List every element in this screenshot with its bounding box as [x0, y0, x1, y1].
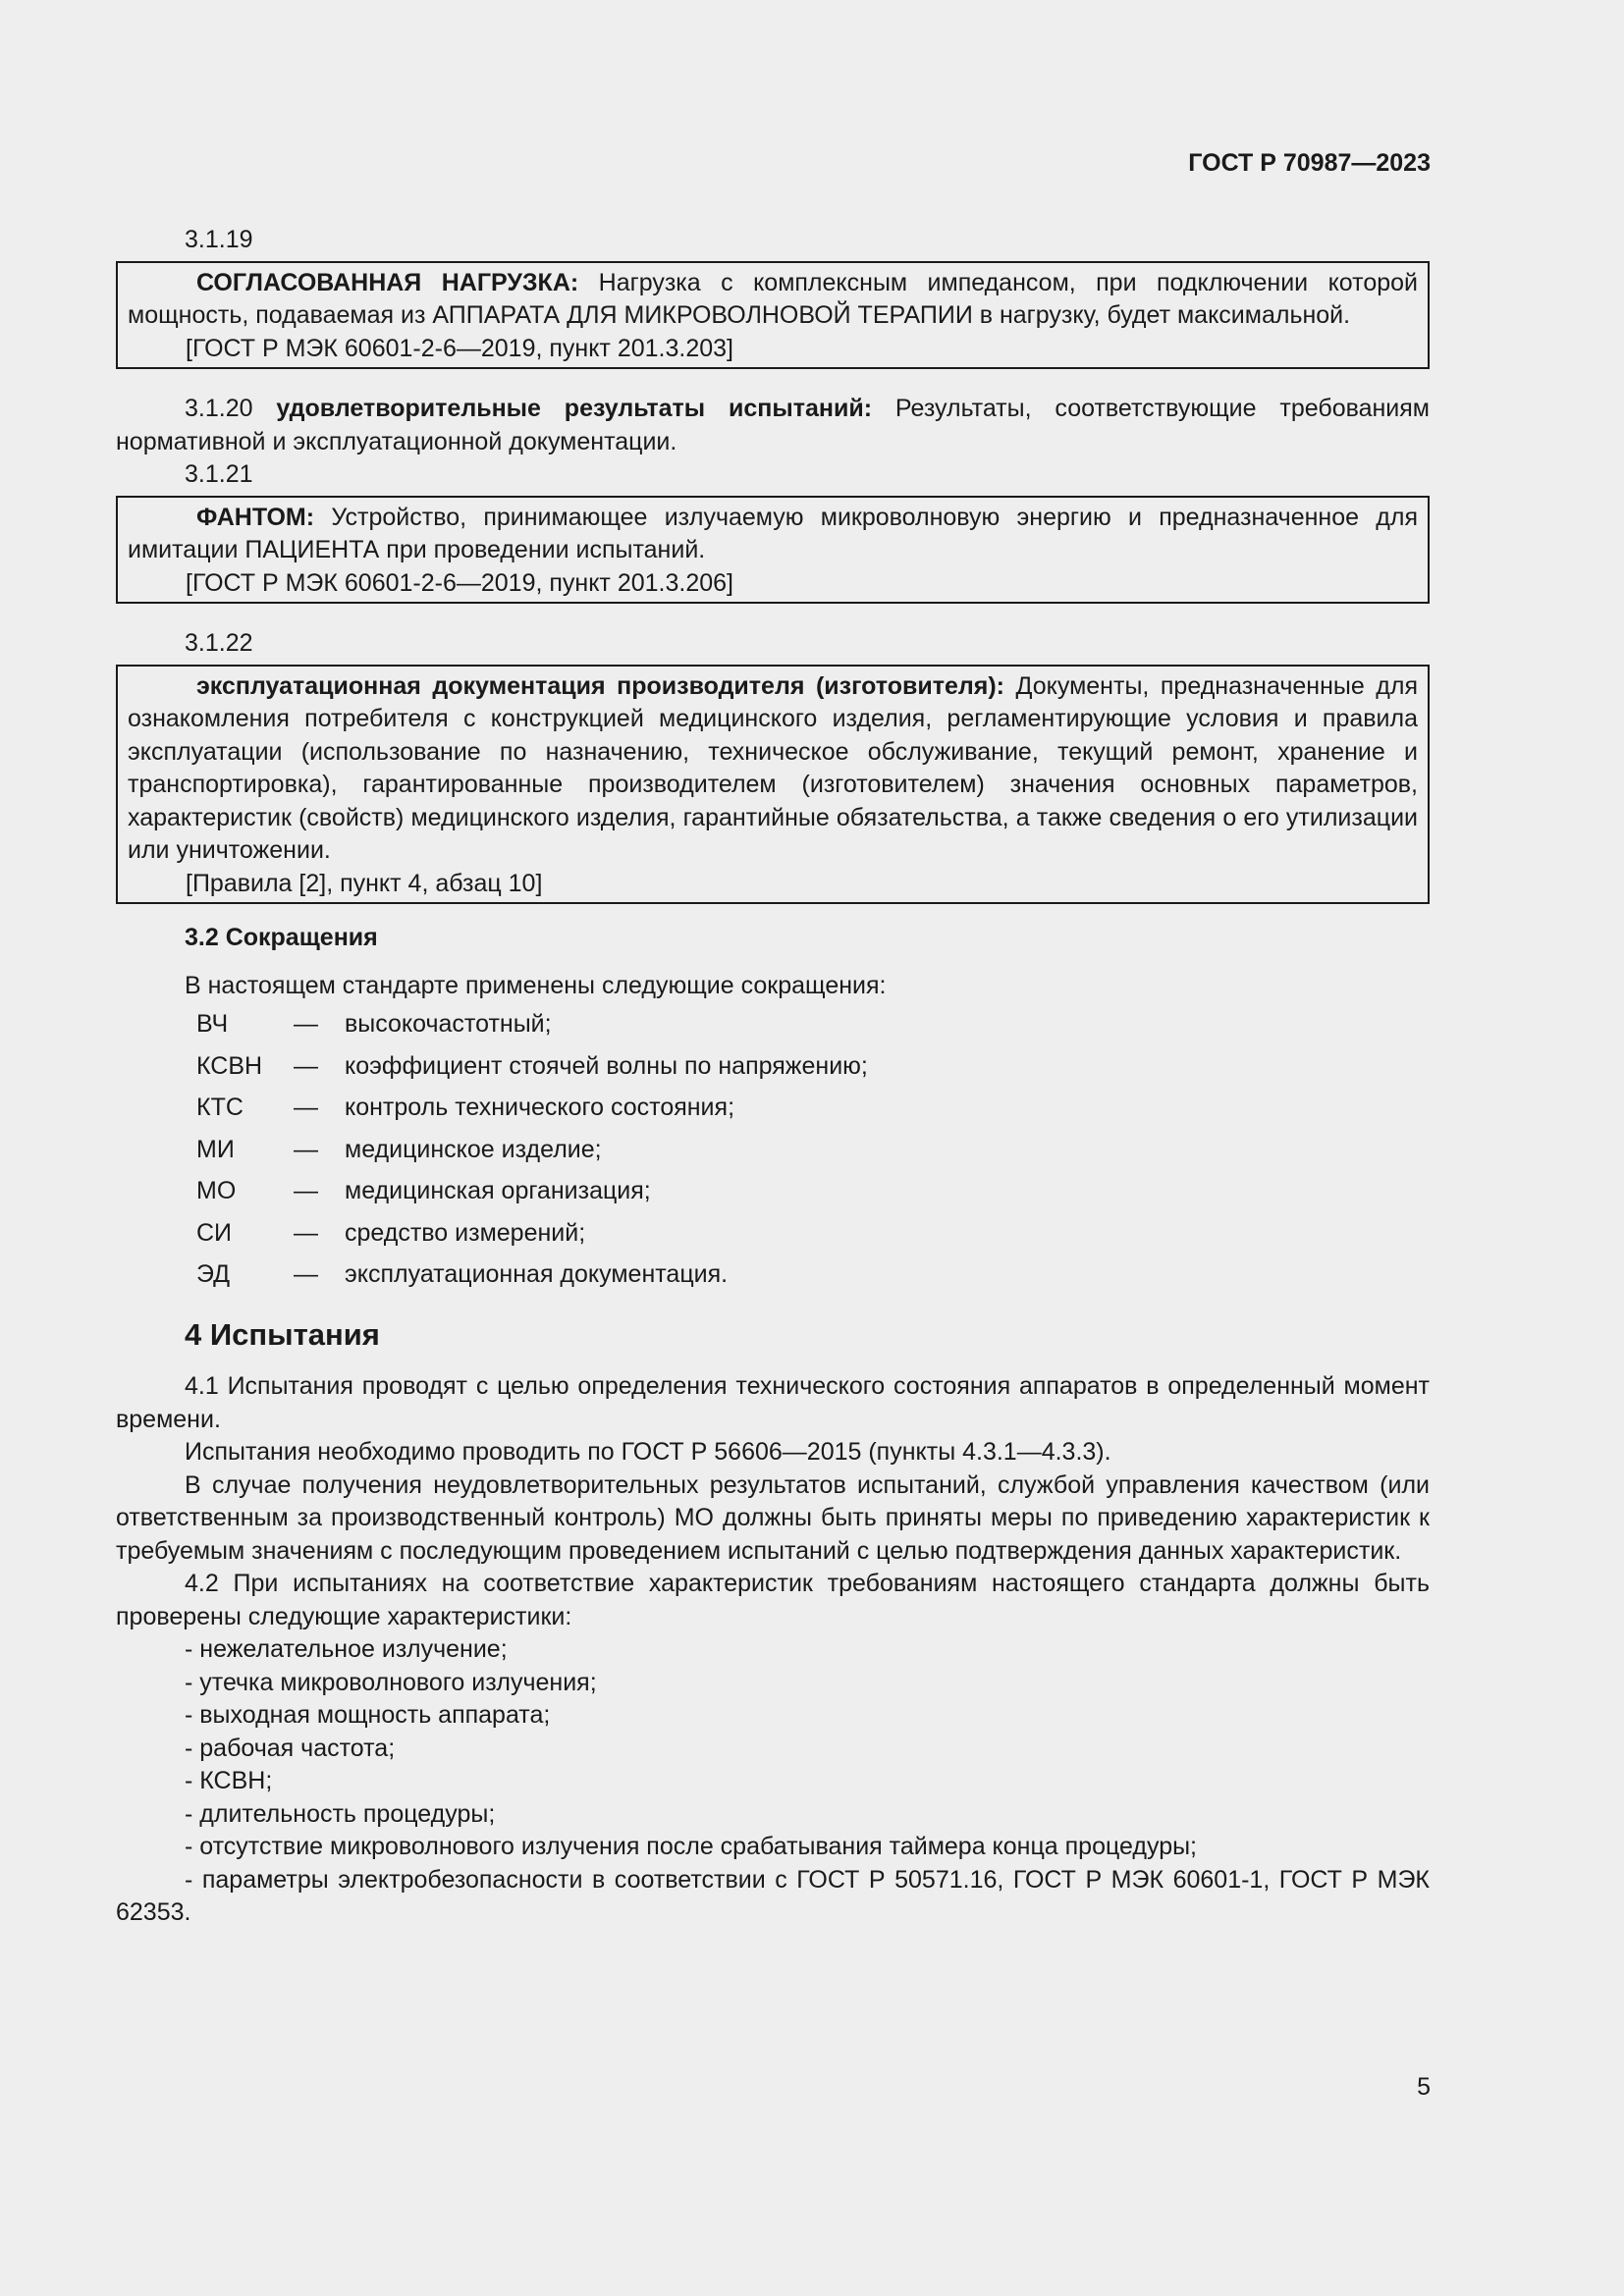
abbreviation-dash: —: [294, 1010, 318, 1038]
abbreviation-text: эксплуатационная документация.: [345, 1260, 729, 1288]
paragraph-4-2: 4.2 При испытаниях на соответствие характеристик требованиям настоящего стандарта должны быть проверены следующие характеристики:: [116, 1570, 1430, 1630]
paragraph-4-1-method: Испытания необходимо проводить по ГОСТ Р 56606—2015 (пункты 4.3.1—4.3.3).: [185, 1438, 1111, 1466]
list-item: - утечка микроволнового излучения;: [185, 1668, 597, 1696]
term-title: эксплуатационная документация производителя (изготовителя):: [196, 671, 1004, 700]
abbreviation-item: [116, 1050, 1430, 1093]
list-item: - нежелательное излучение;: [185, 1635, 508, 1663]
term-box-3-1-21: [116, 496, 1430, 605]
abbreviation-code: КСВН: [196, 1051, 263, 1080]
abbreviation-text: высокочастотный;: [345, 1010, 552, 1038]
abbreviation-text: средство измерений;: [345, 1218, 586, 1247]
abbreviation-item: [116, 1217, 1430, 1259]
abbreviation-dash: —: [294, 1177, 318, 1204]
page-number: 5: [1417, 2073, 1431, 2101]
standard-header: ГОСТ Р 70987—2023: [1188, 149, 1431, 177]
abbreviations-list: [116, 1008, 1430, 1301]
term-text: Результаты, соответствующие требованиям нормативной и эксплуатационной документации.: [116, 395, 1430, 455]
abbreviation-dash: —: [294, 1135, 318, 1163]
term-source: [ГОСТ Р МЭК 60601-2-6—2019, пункт 201.3.206]: [186, 568, 733, 597]
term-number-3-1-22: 3.1.22: [185, 629, 253, 657]
page-content: [116, 224, 1430, 1930]
term-box-3-1-19: [116, 261, 1430, 370]
section-heading-4: 4 Испытания: [185, 1316, 380, 1352]
list-item: - КСВН;: [185, 1767, 273, 1794]
abbreviation-item: [116, 1134, 1430, 1176]
abbreviation-text: медицинская организация;: [345, 1177, 651, 1204]
term-title: ФАНТОМ:: [196, 503, 315, 531]
term-definition-3-1-20: [116, 393, 1430, 458]
term-source: [Правила [2], пункт 4, абзац 10]: [186, 869, 543, 897]
abbreviation-code: МИ: [196, 1135, 235, 1163]
characteristics-list: [116, 1633, 1430, 1930]
term-number-3-1-21: 3.1.21: [185, 460, 253, 488]
abbreviation-dash: —: [294, 1260, 318, 1288]
list-item: - выходная мощность аппарата;: [185, 1701, 551, 1729]
abbreviation-item: [116, 1258, 1430, 1301]
term-text: Устройство, принимающее излучаемую микроволновую энергию и предназначенное для имитации ПАЦИЕНТА при проведении испытаний.: [128, 503, 1418, 563]
paragraph-4-1-measures: В случае получения неудовлетворительных результатов испытаний, службой управления качеством (или ответственным за производственный контроль) МО должны быть приняты меры по приведению характеристик к требуемым значениям с последующим проведением испытаний с целью подтверждения данных характеристик.: [116, 1470, 1430, 1565]
abbreviation-code: ЭД: [196, 1260, 231, 1288]
abbreviation-text: коэффициент стоячей волны по напряжению;: [345, 1051, 868, 1080]
list-item: - длительность процедуры;: [185, 1799, 496, 1828]
term-title: СОГЛАСОВАННАЯ НАГРУЗКА:: [196, 268, 579, 296]
section-heading-3-2: 3.2 Сокращения: [185, 924, 378, 951]
term-definition-3-1-22: [128, 670, 1418, 868]
paragraph-4-1: 4.1 Испытания проводят с целью определения технического состояния аппаратов в определенный момент времени.: [116, 1372, 1430, 1433]
abbreviation-text: контроль технического состояния;: [345, 1094, 735, 1121]
abbreviation-item: [116, 1092, 1430, 1134]
term-definition-3-1-21: [128, 502, 1418, 567]
term-text: Нагрузка с комплексным импедансом, при подключении которой мощность, подаваемая из АППАРАТА ДЛЯ МИКРОВОЛНОВОЙ ТЕРАПИИ в нагрузку, будет максимальной.: [128, 268, 1419, 329]
term-source: [ГОСТ Р МЭК 60601-2-6—2019, пункт 201.3.203]: [186, 334, 733, 362]
term-text: Документы, предназначенные для ознакомления потребителя с конструкцией медицинского изделия, регламентирующие условия и правила эксплуатации (использование по назначению, техническое обслуживание, текущий ремонт, хранение и транспортировка), гарантированные производителем (изготовителем) значения основных параметров, характеристик (свойств) медицинского изделия, гарантийные обязательства, а также сведения о его утилизации или уничтожении.: [128, 671, 1418, 864]
list-item: - параметры электробезопасности в соответствии с ГОСТ Р 50571.16, ГОСТ Р МЭК 60601-1, ГОСТ Р МЭК 62353.: [116, 1865, 1430, 1926]
abbreviation-dash: —: [294, 1051, 318, 1080]
abbreviation-item: [116, 1175, 1430, 1217]
abbreviation-code: МО: [196, 1177, 237, 1204]
abbreviation-text: медицинское изделие;: [345, 1135, 602, 1163]
term-number-3-1-20: 3.1.20: [185, 395, 253, 422]
term-box-3-1-22: [116, 665, 1430, 905]
abbreviation-code: КТС: [196, 1094, 244, 1121]
abbreviation-item: [116, 1008, 1430, 1050]
abbreviation-dash: —: [294, 1094, 318, 1121]
term-number-3-1-19: 3.1.19: [185, 226, 253, 253]
abbreviation-code: СИ: [196, 1218, 233, 1247]
list-item: - отсутствие микроволнового излучения после срабатывания таймера конца процедуры;: [185, 1833, 1198, 1860]
term-title: удовлетворительные результаты испытаний:: [276, 395, 873, 422]
abbreviation-dash: —: [294, 1218, 318, 1247]
abbreviations-intro: В настоящем стандарте применены следующие сокращения:: [185, 971, 887, 999]
list-item: - рабочая частота;: [185, 1734, 396, 1762]
abbreviation-code: ВЧ: [196, 1010, 229, 1038]
term-definition-3-1-19: [128, 267, 1418, 333]
